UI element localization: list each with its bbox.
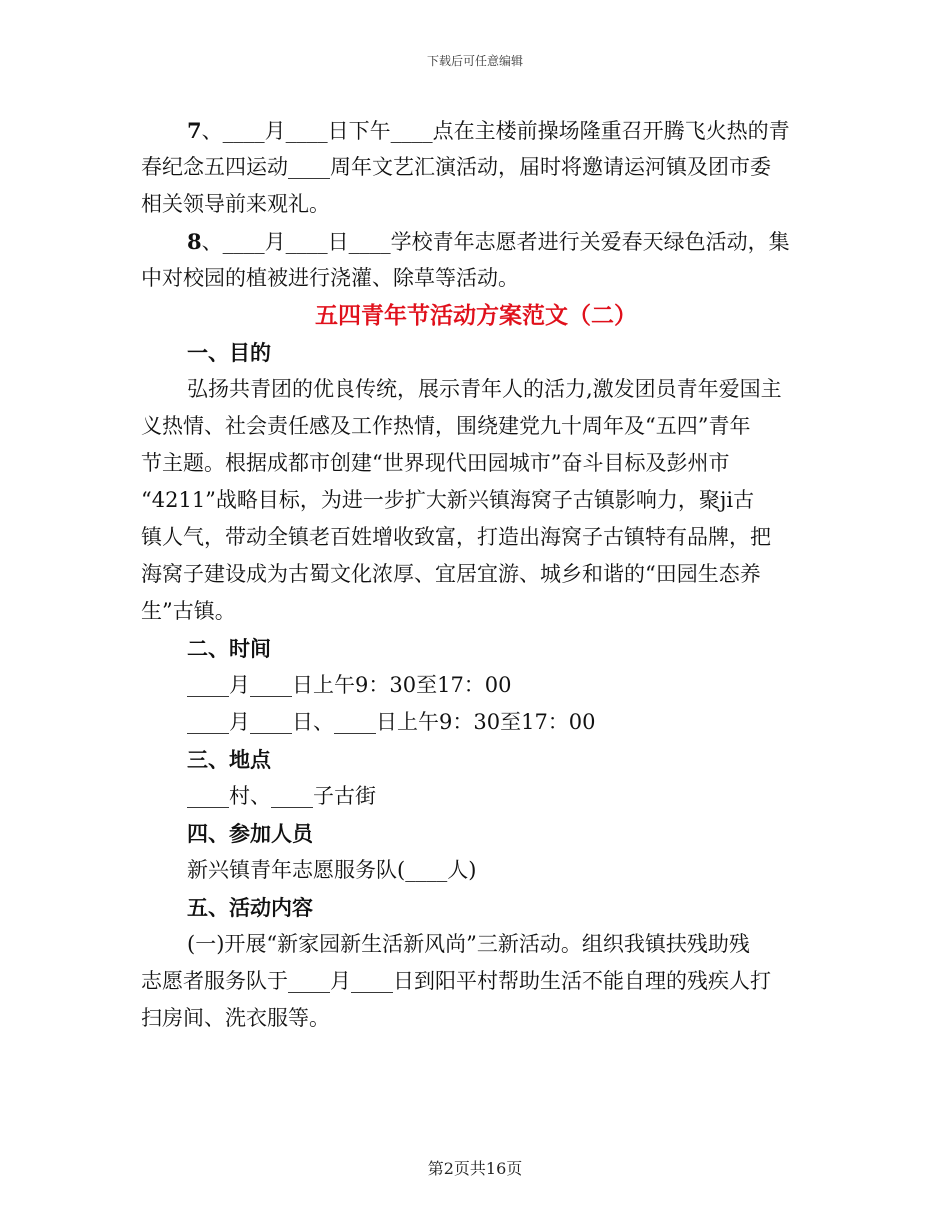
item-8-number: 8: [187, 229, 202, 254]
heading-location: 三、地点: [187, 747, 271, 772]
participants-line-1: 新兴镇青年志愿服务队(____人): [187, 858, 477, 882]
item-8-line-2: 中对校园的植被进行浇灌、除草等活动。: [141, 266, 519, 290]
item-7-line-2: 春纪念五四运动____周年文艺汇演活动，届时将邀请运河镇及团市委: [141, 155, 771, 179]
heading-purpose: 一、目的: [187, 340, 271, 365]
heading-participants: 四、参加人员: [187, 821, 313, 846]
section-title: 五四青年节活动方案范文（二）: [315, 302, 637, 329]
purpose-line-3: 节主题。根据成都市创建“世界现代田园城市”奋斗目标及彭州市: [141, 451, 730, 475]
purpose-line-2: 义热情、社会责任感及工作热情，围绕建党九十周年及“五四”青年: [141, 414, 751, 438]
document-body: [141, 112, 811, 1037]
time-line-2: ____月____日、____日上午9：30至17：00: [187, 710, 596, 734]
item-8-line-1: [141, 223, 811, 260]
item-7-number: 7: [187, 118, 202, 143]
activities-line-3: 扫房间、洗衣服等。: [141, 1006, 330, 1030]
item-7-text-1: 、____月____日下午____点在主楼前操场隆重召开腾飞火热的青: [201, 119, 790, 143]
page-header: 下载后可任意编辑: [426, 54, 523, 68]
purpose-line-5: 镇人气，带动全镇老百姓增收致富，打造出海窝子古镇特有品牌，把: [141, 525, 771, 549]
activities-line-2: 志愿者服务队于____月____日到阳平村帮助生活不能自理的残疾人打: [141, 969, 771, 993]
activities-line-1: (一)开展“新家园新生活新风尚”三新活动。组织我镇扶残助残: [187, 932, 750, 956]
item-7-line-1: [141, 112, 811, 149]
heading-time: 二、时间: [187, 636, 271, 661]
item-8-text-1: 、____月____日____学校青年志愿者进行关爱春天绿色活动，集: [201, 230, 790, 254]
item-7-line-3: 相关领导前来观礼。: [141, 192, 330, 216]
purpose-line-7: 生”古镇。: [141, 599, 236, 623]
location-line-1: ____村、____子古街: [187, 784, 376, 808]
purpose-line-1: 弘扬共青团的优良传统，展示青年人的活力,激发团员青年爱国主: [187, 377, 782, 401]
purpose-line-6: 海窝子建设成为古蜀文化浓厚、宜居宜游、城乡和谐的“田园生态养: [141, 562, 761, 586]
time-line-1: ____月____日上午9：30至17：00: [187, 673, 512, 697]
page-footer: 第2页共16页: [427, 1159, 523, 1178]
purpose-line-4: “4211”战略目标，为进一步扩大新兴镇海窝子古镇影响力，聚ji古: [141, 488, 755, 512]
heading-activities: 五、活动内容: [187, 895, 313, 920]
